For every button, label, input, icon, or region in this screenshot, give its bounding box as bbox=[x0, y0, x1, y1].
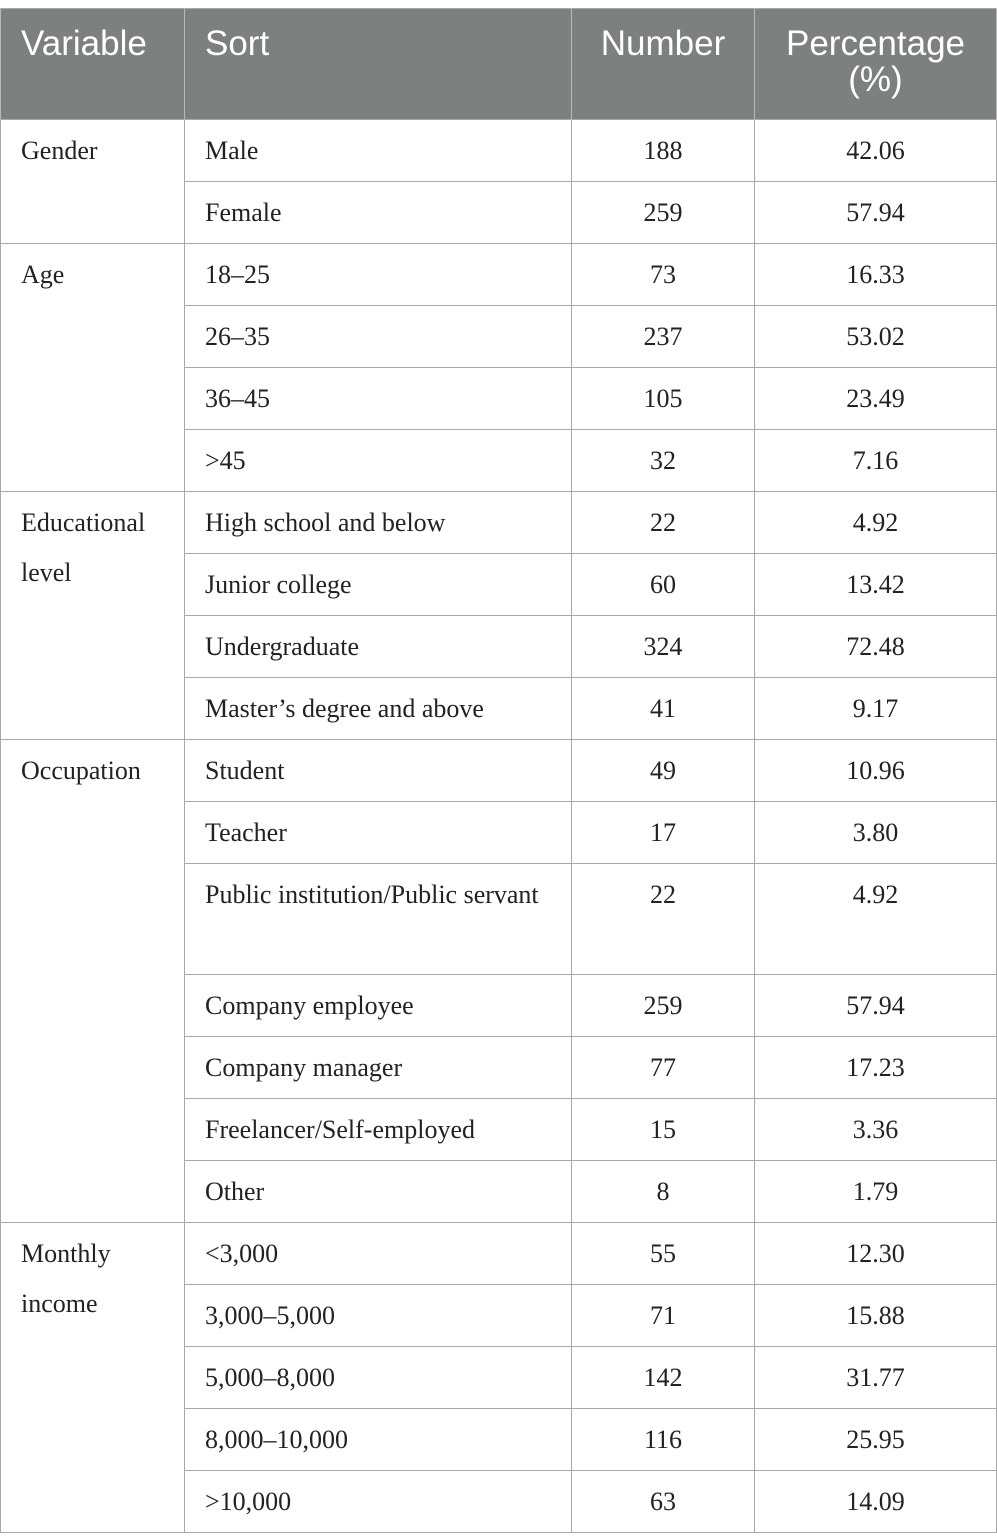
header-percentage: Percentage (%) bbox=[755, 9, 997, 120]
table-body bbox=[1, 120, 997, 1533]
number-cell: 8 bbox=[572, 1161, 755, 1223]
table-row bbox=[1, 120, 997, 182]
percentage-cell: 10.96 bbox=[755, 740, 997, 802]
sort-cell: Master’s degree and above bbox=[185, 678, 572, 740]
number-cell: 15 bbox=[572, 1099, 755, 1161]
number-cell: 105 bbox=[572, 368, 755, 430]
number-cell: 73 bbox=[572, 244, 755, 306]
percentage-cell: 16.33 bbox=[755, 244, 997, 306]
table-row bbox=[1, 492, 997, 554]
header-variable: Variable bbox=[1, 9, 185, 120]
variable-cell: Gender bbox=[1, 120, 185, 244]
variable-cell: Occupation bbox=[1, 740, 185, 1223]
sort-cell: 3,000–5,000 bbox=[185, 1285, 572, 1347]
sort-cell: Teacher bbox=[185, 802, 572, 864]
percentage-cell: 14.09 bbox=[755, 1471, 997, 1533]
demographics-table bbox=[0, 8, 997, 1533]
sort-cell: Company manager bbox=[185, 1037, 572, 1099]
sort-cell: Company employee bbox=[185, 975, 572, 1037]
percentage-cell: 25.95 bbox=[755, 1409, 997, 1471]
sort-cell: Undergraduate bbox=[185, 616, 572, 678]
variable-cell: Monthly income bbox=[1, 1223, 185, 1533]
percentage-cell: 3.36 bbox=[755, 1099, 997, 1161]
percentage-cell: 12.30 bbox=[755, 1223, 997, 1285]
sort-cell: High school and below bbox=[185, 492, 572, 554]
percentage-cell: 1.79 bbox=[755, 1161, 997, 1223]
percentage-cell: 9.17 bbox=[755, 678, 997, 740]
number-cell: 259 bbox=[572, 182, 755, 244]
number-cell: 259 bbox=[572, 975, 755, 1037]
percentage-cell: 4.92 bbox=[755, 492, 997, 554]
number-cell: 41 bbox=[572, 678, 755, 740]
number-cell: 77 bbox=[572, 1037, 755, 1099]
sort-cell: 26–35 bbox=[185, 306, 572, 368]
percentage-cell: 57.94 bbox=[755, 975, 997, 1037]
sort-cell: Other bbox=[185, 1161, 572, 1223]
number-cell: 49 bbox=[572, 740, 755, 802]
sort-cell: Student bbox=[185, 740, 572, 802]
sort-cell: 5,000–8,000 bbox=[185, 1347, 572, 1409]
percentage-cell: 31.77 bbox=[755, 1347, 997, 1409]
sort-cell: Public institution/Public servant bbox=[185, 864, 572, 975]
number-cell: 17 bbox=[572, 802, 755, 864]
percentage-cell: 57.94 bbox=[755, 182, 997, 244]
number-cell: 116 bbox=[572, 1409, 755, 1471]
sort-cell: >10,000 bbox=[185, 1471, 572, 1533]
sort-cell: Freelancer/Self-employed bbox=[185, 1099, 572, 1161]
sort-cell: 8,000–10,000 bbox=[185, 1409, 572, 1471]
percentage-cell: 53.02 bbox=[755, 306, 997, 368]
percentage-cell: 15.88 bbox=[755, 1285, 997, 1347]
sort-cell: Male bbox=[185, 120, 572, 182]
sort-cell: Junior college bbox=[185, 554, 572, 616]
number-cell: 55 bbox=[572, 1223, 755, 1285]
number-cell: 237 bbox=[572, 306, 755, 368]
percentage-cell: 3.80 bbox=[755, 802, 997, 864]
number-cell: 188 bbox=[572, 120, 755, 182]
variable-cell: Educational level bbox=[1, 492, 185, 740]
table-row bbox=[1, 1223, 997, 1285]
percentage-cell: 17.23 bbox=[755, 1037, 997, 1099]
number-cell: 71 bbox=[572, 1285, 755, 1347]
percentage-cell: 42.06 bbox=[755, 120, 997, 182]
header-number: Number bbox=[572, 9, 755, 120]
sort-cell: 36–45 bbox=[185, 368, 572, 430]
sort-cell: Female bbox=[185, 182, 572, 244]
table-header bbox=[1, 9, 997, 120]
percentage-cell: 7.16 bbox=[755, 430, 997, 492]
header-sort: Sort bbox=[185, 9, 572, 120]
number-cell: 22 bbox=[572, 864, 755, 975]
number-cell: 324 bbox=[572, 616, 755, 678]
sort-cell: >45 bbox=[185, 430, 572, 492]
header-row bbox=[1, 9, 997, 120]
percentage-cell: 72.48 bbox=[755, 616, 997, 678]
sort-cell: <3,000 bbox=[185, 1223, 572, 1285]
percentage-cell: 4.92 bbox=[755, 864, 997, 975]
table-row bbox=[1, 740, 997, 802]
number-cell: 63 bbox=[572, 1471, 755, 1533]
sort-cell: 18–25 bbox=[185, 244, 572, 306]
number-cell: 142 bbox=[572, 1347, 755, 1409]
table-row bbox=[1, 244, 997, 306]
variable-cell: Age bbox=[1, 244, 185, 492]
percentage-cell: 13.42 bbox=[755, 554, 997, 616]
number-cell: 32 bbox=[572, 430, 755, 492]
number-cell: 22 bbox=[572, 492, 755, 554]
percentage-cell: 23.49 bbox=[755, 368, 997, 430]
number-cell: 60 bbox=[572, 554, 755, 616]
